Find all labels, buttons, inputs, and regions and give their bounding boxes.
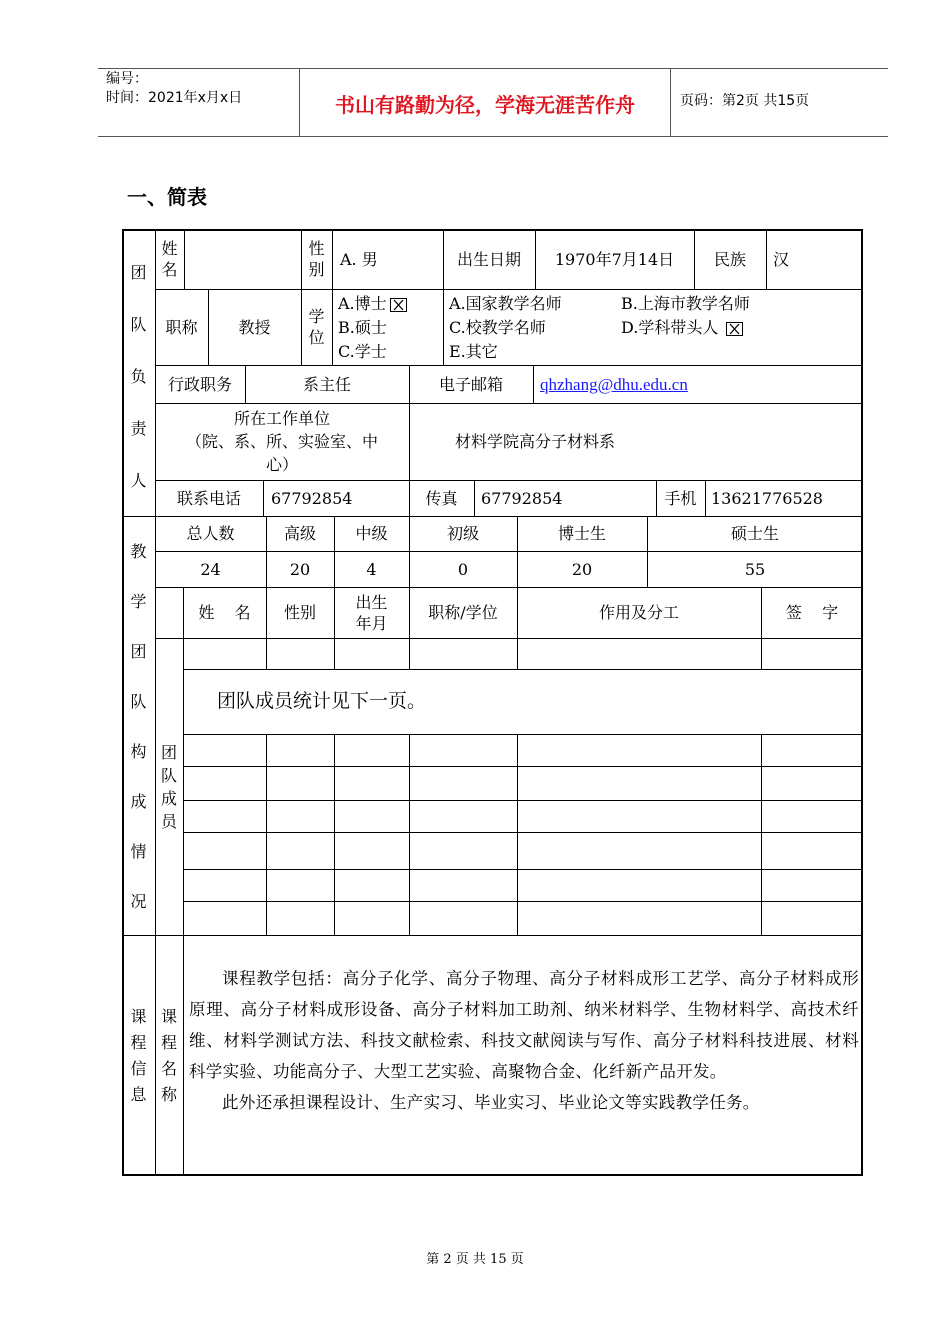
unit-label-line: 心）	[265, 455, 298, 474]
checked-box-icon	[726, 322, 743, 336]
label-char: 构	[130, 741, 147, 761]
honor-row	[449, 340, 859, 364]
members-label: 团队成员	[160, 742, 177, 831]
member-header: 作用及分工	[598, 603, 679, 622]
date-label: 时间：2021年x月x日	[106, 90, 243, 106]
leader-group-label	[122, 245, 155, 505]
stats-header: 总人数	[186, 524, 235, 543]
degree-option-b[interactable]: B.硕士	[338, 318, 387, 337]
col-line	[705, 480, 706, 516]
stats-value: 20	[289, 559, 311, 579]
degree-options	[338, 292, 407, 364]
label-char: 负	[130, 366, 147, 386]
col-line	[334, 734, 335, 935]
birth-label: 出生日期	[456, 249, 521, 269]
fax-label: 传真	[425, 488, 458, 508]
fax-value: 67792854	[481, 488, 563, 508]
col-line	[533, 365, 534, 403]
col-line	[266, 734, 267, 935]
degree-label: 学位	[308, 307, 325, 347]
honor-options	[449, 292, 859, 364]
stats-value: 0	[457, 559, 469, 579]
unit-label	[155, 403, 409, 480]
phone-label: 联系电话	[176, 488, 241, 508]
label-char: 教	[130, 541, 147, 561]
label-char: 责	[130, 418, 147, 438]
admin-post-value: 系主任	[302, 374, 351, 394]
col-line	[766, 229, 767, 289]
degree-option-c[interactable]: C.学士	[338, 342, 387, 361]
stats-header: 初级	[446, 524, 479, 543]
header-bottom-rule	[98, 136, 888, 137]
member-header: 出生年月	[355, 592, 388, 633]
stats-header: 硕士生	[730, 524, 779, 543]
header-divider	[670, 69, 671, 136]
header-top-rule	[98, 68, 888, 69]
course-description	[189, 963, 859, 1118]
label-char: 成	[130, 791, 147, 811]
name-label: 姓名	[161, 239, 178, 279]
mobile-value: 13621776528	[711, 488, 823, 508]
stats-value: 20	[571, 559, 593, 579]
section-title: 一、简表	[127, 185, 207, 209]
col-line	[332, 229, 333, 365]
birth-value: 1970年7月14日	[554, 249, 675, 269]
mobile-label: 手机	[664, 488, 697, 508]
number-label: 编号：	[106, 71, 148, 87]
label-char: 情	[130, 841, 147, 861]
honor-row	[449, 292, 859, 316]
unit-label-line: （院、系、所、实验室、中	[185, 432, 378, 451]
row-line	[155, 638, 863, 639]
col-line	[409, 734, 410, 935]
course-name-label: 课程名称	[160, 1006, 177, 1104]
stats-header: 中级	[355, 524, 388, 543]
label-char: 队	[130, 314, 147, 334]
member-header: 姓 名	[198, 603, 251, 622]
col-line	[761, 734, 762, 935]
unit-value: 材料学院高分子材料系	[455, 432, 616, 451]
label-char: 况	[130, 891, 147, 911]
phone-value: 67792854	[271, 488, 353, 508]
col-line	[183, 587, 184, 1176]
honor-option-a[interactable]: A.国家教学名师	[449, 294, 562, 313]
col-line	[517, 734, 518, 935]
header-meta	[106, 70, 242, 108]
course-paragraph: 课程教学包括：高分子化学、高分子物理、高分子材料成形工艺学、高分子材料成形原理、高分子材料成形设备、高分子材料加工助剂、纳米材料学、生物材料学、高技术纤维、材料学测试方法、科技文献检索、科技文献阅读与写作、高分子材料科技进展、材料科学实验、功能高分子、大型工艺实验、高聚物合金、化纤新产品开发。	[189, 969, 859, 1081]
email-link[interactable]: qhzhang@dhu.edu.cn	[540, 374, 688, 394]
stats-header: 高级	[283, 524, 316, 543]
team-group-label	[122, 525, 155, 925]
admin-post-label: 行政职务	[167, 374, 232, 394]
page-footer: 第 2 页 共 15 页	[426, 1252, 524, 1267]
member-header: 性别	[283, 603, 316, 622]
ethnicity-label: 民族	[713, 249, 746, 269]
email-label: 电子邮箱	[438, 374, 503, 394]
ethnicity-value: 汉	[773, 249, 790, 269]
gender-value: A. 男	[340, 249, 378, 269]
degree-option-a[interactable]: A.博士	[338, 292, 407, 316]
course-paragraph: 此外还承担课程设计、生产实习、毕业实习、毕业论文等实践教学任务。	[222, 1093, 760, 1112]
stats-header: 博士生	[557, 524, 606, 543]
honor-row	[449, 316, 859, 340]
email-value[interactable]	[540, 365, 860, 403]
title-value: 教授	[238, 317, 271, 337]
header-page-info: 页码：第2页 共15页	[680, 93, 810, 109]
team-note: 团队成员统计见下一页。	[217, 690, 427, 712]
stats-value: 55	[744, 559, 766, 579]
col-line	[263, 480, 264, 516]
member-header: 职称/学位	[428, 603, 498, 622]
gender-label: 性别	[308, 239, 325, 279]
label-char: 队	[130, 691, 147, 711]
stats-value: 4	[366, 559, 377, 579]
col-line	[474, 480, 475, 516]
checked-box-icon	[390, 298, 407, 312]
label-char: 团	[130, 262, 147, 282]
unit-label-line: 所在工作单位	[233, 409, 330, 428]
honor-option-c[interactable]: C.校教学名师	[449, 318, 546, 337]
stats-value: 24	[200, 559, 221, 579]
honor-option-d[interactable]: D.学科带头人	[621, 316, 743, 340]
label-char: 学	[130, 591, 147, 611]
label-char: 团	[130, 641, 147, 661]
row-line	[122, 935, 863, 936]
header-motto: 书山有路勤为径，学海无涯苦作舟	[335, 92, 635, 117]
course-group-label: 课程信息	[130, 1006, 147, 1104]
honor-option-b[interactable]: B.上海市教学名师	[621, 294, 750, 313]
member-header: 签 字	[785, 603, 839, 622]
honor-option-e[interactable]: E.其它	[449, 342, 498, 361]
label-char: 人	[130, 470, 147, 490]
title-label: 职称	[165, 317, 198, 337]
name-value	[184, 229, 301, 289]
